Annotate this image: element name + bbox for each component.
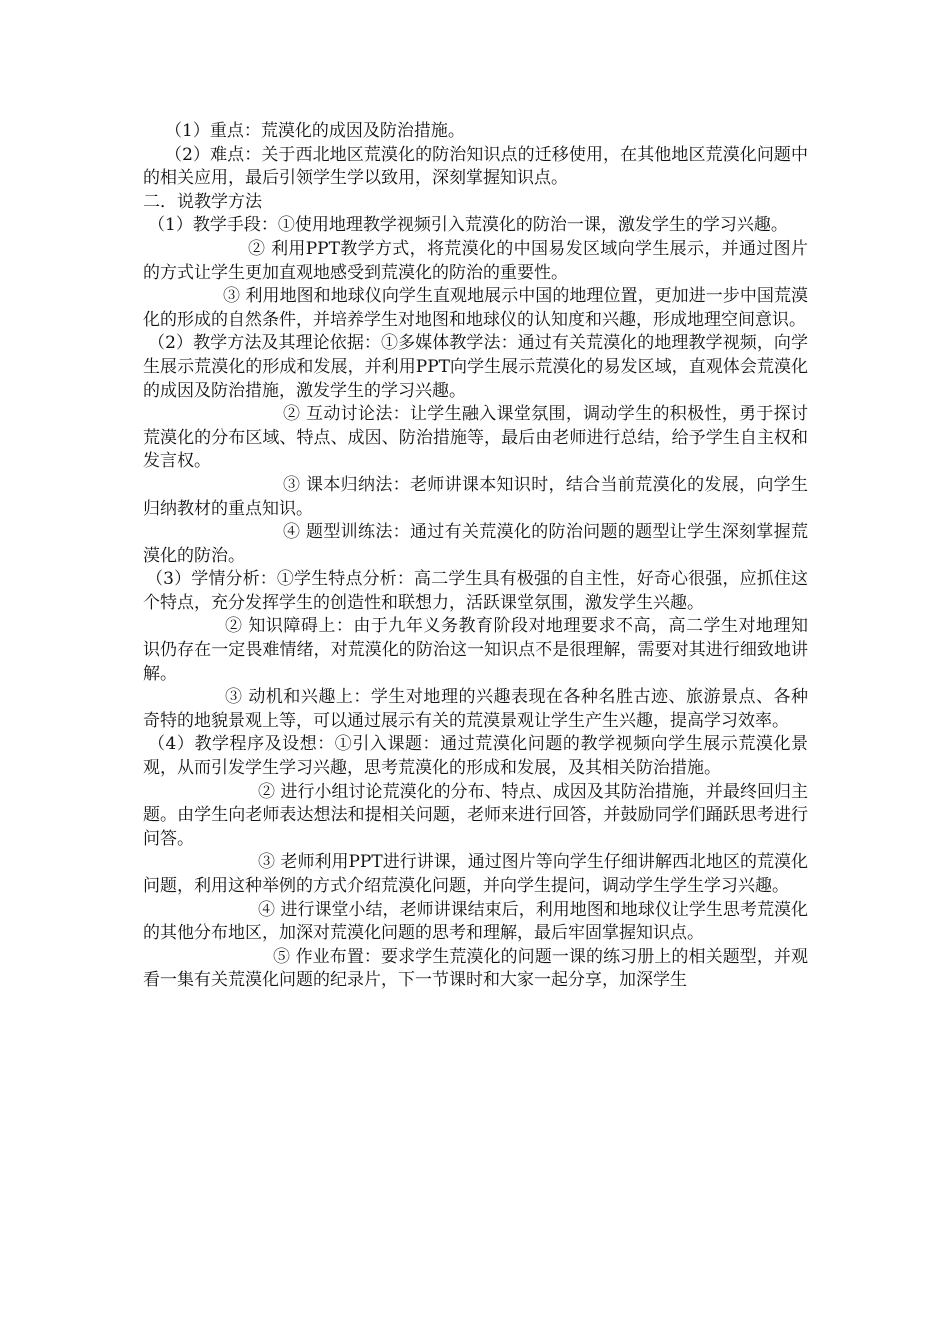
key-point-paragraph: （1）重点：荒漠化的成因及防治措施。 [165, 121, 465, 141]
teaching-methods-item-3: ③ 课本归纳法：老师讲课本知识时，结合当前荒漠化的发展，向学生归纳教材的重点知识。 [143, 474, 808, 519]
student-analysis-paragraph: （3）学情分析：①学生特点分析：高二学生具有极强的自主性，好奇心很强，应抓住这个特点，充分发挥学生的创造性和联想力，活跃课堂氛围，激发学生兴趣。 [143, 569, 808, 613]
teaching-methods-paragraph: （2）教学方法及其理论依据：①多媒体教学法：通过有关荒漠化的地理教学视频，向学生展示荒漠化的形成和发展，并利用PPT向学生展示荒漠化的易发区域，直观体会荒漠化的成因及防治措施，激发学生的学习兴趣。 [143, 333, 808, 401]
teaching-means-item-3: ③ 利用地图和地球仪向学生直观地展示中国的地理位置，更加进一步中国荒漠化的形成的自然条件，并培养学生对地图和地球仪的认知度和兴趣，形成地理空间意识。 [143, 286, 808, 330]
teaching-procedure-item-5: ⑤ 作业布置：要求学生荒漠化的问题一课的练习册上的相关题型，并观看一集有关荒漠化问题的纪录片，下一节课时和大家一起分享，加深学生 [143, 946, 808, 991]
student-analysis-item-3: ③ 动机和兴趣上：学生对地理的兴趣表现在各种名胜古迹、旅游景点、各种奇特的地貌景观上等，可以通过展示有关的荒漠景观让学生产生兴趣，提高学习效率。 [143, 687, 808, 731]
teaching-means-item-2: ② 利用PPT教学方式，将荒漠化的中国易发区域向学生展示，并通过图片的方式让学生更加直观地感受到荒漠化的防治的重要性。 [143, 238, 808, 283]
teaching-procedure-item-2: ② 进行小组讨论荒漠化的分布、特点、成因及其防治措施，并最终回归主题。由学生向老师表达想法和提相关问题，老师来进行回答，并鼓励同学们踊跃思考进行问答。 [143, 781, 808, 849]
teaching-procedure-item-3: ③ 老师利用PPT进行讲课，通过图片等向学生仔细讲解西北地区的荒漠化问题，利用这种举例的方式介绍荒漠化问题，并向学生提问，调动学生学生学习兴趣。 [143, 852, 808, 896]
teaching-procedure-item-4: ④ 进行课堂小结，老师讲课结束后，利用地图和地球仪让学生思考荒漠化的其他分布地区，加深对荒漠化问题的思考和理解，最后牢固掌握知识点。 [143, 899, 808, 944]
document-body [143, 120, 808, 993]
teaching-methods-item-2: ② 互动讨论法：让学生融入课堂氛围，调动学生的积极性，勇于探讨荒漠化的分布区域、特点、成因、防治措施等，最后由老师进行总结，给予学生自主权和发言权。 [143, 404, 808, 472]
teaching-means-paragraph: （1）教学手段：①使用地理教学视频引入荒漠化的防治一课，激发学生的学习兴趣。 [148, 215, 788, 236]
section-heading: 二．说教学方法 [143, 191, 262, 212]
teaching-procedure-paragraph: （4）教学程序及设想：①引入课题：通过荒漠化问题的教学视频向学生展示荒漠化景观，从而引发学生学习兴趣，思考荒漠化的形成和发展，及其相关防治措施。 [143, 734, 808, 779]
teaching-methods-item-4: ④ 题型训练法：通过有关荒漠化的防治问题的题型让学生深刻掌握荒漠化的防治。 [143, 522, 808, 566]
difficult-point-paragraph: （2）难点：关于西北地区荒漠化的防治知识点的迁移使用，在其他地区荒漠化问题中的相关应用，最后引领学生学以致用，深刻掌握知识点。 [143, 144, 808, 189]
student-analysis-item-2: ② 知识障碍上：由于九年义务教育阶段对地理要求不高，高二学生对地理知识仍存在一定畏难情绪，对荒漠化的防治这一知识点不是很理解，需要对其进行细致地讲解。 [143, 616, 808, 684]
